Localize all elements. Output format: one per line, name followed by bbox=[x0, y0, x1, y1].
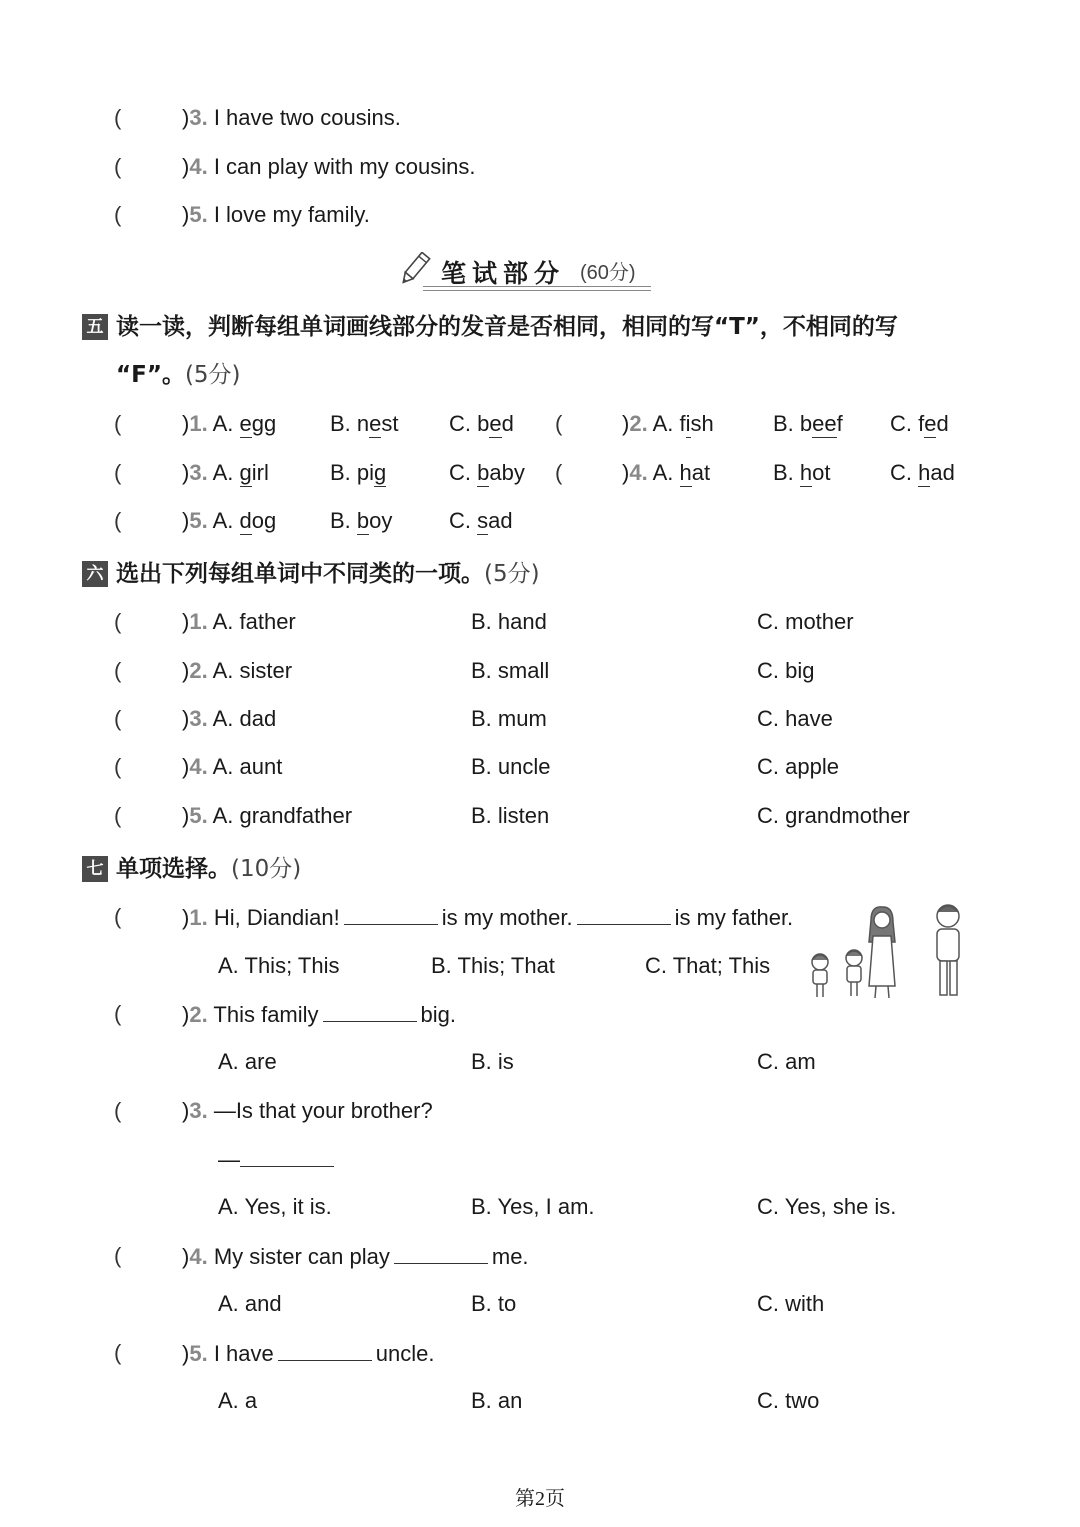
answer-blank[interactable] bbox=[278, 1338, 372, 1361]
question-6-2: )2. A. sister bbox=[182, 658, 293, 683]
section-badge: 五 bbox=[82, 314, 108, 340]
answer-blank[interactable] bbox=[323, 999, 417, 1022]
question-7-2: )2. This family big. bbox=[182, 999, 456, 1030]
option-a: A. Yes, it is. bbox=[218, 1194, 332, 1219]
answer-paren-open: ( bbox=[114, 754, 122, 779]
written-part-score: (60分) bbox=[580, 262, 636, 284]
option-a: A. and bbox=[218, 1291, 282, 1316]
answer-paren-open: ( bbox=[114, 202, 122, 227]
option-c: C. That; This bbox=[645, 953, 771, 978]
option-a: A. a bbox=[218, 1388, 258, 1413]
question-5-1: )1. A. egg bbox=[182, 411, 277, 436]
answer-paren-open: ( bbox=[114, 411, 122, 436]
answer-paren-open: ( bbox=[114, 706, 122, 731]
option-c: C. mother bbox=[757, 609, 854, 634]
option-c: C. Yes, she is. bbox=[757, 1194, 897, 1219]
section-title: 单项选择。(10分) bbox=[116, 856, 302, 882]
answer-paren-open: ( bbox=[114, 1001, 122, 1026]
listening-item-5: )5. I love my family. bbox=[182, 202, 370, 227]
option-c: C. with bbox=[757, 1291, 825, 1316]
response-line: — bbox=[218, 1144, 338, 1175]
option-c: C. fed bbox=[890, 411, 949, 436]
option-b: B. hand bbox=[471, 609, 547, 634]
option-c: C. bed bbox=[449, 411, 514, 436]
section-badge: 六 bbox=[82, 561, 108, 587]
answer-paren-open: ( bbox=[114, 1243, 122, 1268]
option-c: C. sad bbox=[449, 508, 513, 533]
option-a: A. This; This bbox=[218, 953, 340, 978]
answer-blank[interactable] bbox=[577, 902, 671, 925]
answer-blank[interactable] bbox=[344, 902, 438, 925]
section-badge: 七 bbox=[82, 856, 108, 882]
listening-item-3: )3. I have two cousins. bbox=[182, 105, 401, 130]
option-c: C. two bbox=[757, 1388, 820, 1413]
question-6-1: )1. A. father bbox=[182, 609, 296, 634]
question-6-5: )5. A. grandfather bbox=[182, 803, 353, 828]
listening-item-4: )4. I can play with my cousins. bbox=[182, 154, 476, 179]
option-b: B. Yes, I am. bbox=[471, 1194, 595, 1219]
pencil-icon bbox=[395, 252, 435, 288]
answer-paren-open: ( bbox=[555, 411, 563, 436]
option-c: C. baby bbox=[449, 460, 525, 485]
question-7-3: )3. —Is that your brother? bbox=[182, 1098, 433, 1123]
answer-paren-open: ( bbox=[114, 904, 122, 929]
heading-underline bbox=[423, 286, 651, 287]
option-b: B. an bbox=[471, 1388, 523, 1413]
option-b: B. is bbox=[471, 1049, 514, 1074]
answer-paren-open: ( bbox=[114, 508, 122, 533]
question-6-4: )4. A. aunt bbox=[182, 754, 283, 779]
section-title-cont: “F”。(5分) bbox=[116, 362, 241, 388]
option-b: B. This; That bbox=[431, 953, 555, 978]
option-b: B. listen bbox=[471, 803, 550, 828]
option-b: B. mum bbox=[471, 706, 547, 731]
option-a: A. are bbox=[218, 1049, 277, 1074]
option-b: B. uncle bbox=[471, 754, 551, 779]
option-b: B. pig bbox=[330, 460, 387, 485]
question-5-5: )5. A. dog bbox=[182, 508, 277, 533]
option-b: B. hot bbox=[773, 460, 831, 485]
family-illustration bbox=[805, 898, 975, 1004]
answer-blank[interactable] bbox=[240, 1144, 334, 1167]
answer-paren-open: ( bbox=[114, 105, 122, 130]
option-b: B. boy bbox=[330, 508, 393, 533]
question-7-4: )4. My sister can play me. bbox=[182, 1241, 529, 1272]
option-c: C. big bbox=[757, 658, 815, 683]
answer-paren-open: ( bbox=[114, 154, 122, 179]
question-5-4: )4. A. hat bbox=[622, 460, 711, 485]
option-c: C. have bbox=[757, 706, 833, 731]
written-part-title: 笔试部分 bbox=[441, 259, 566, 288]
answer-paren-open: ( bbox=[114, 658, 122, 683]
answer-paren-open: ( bbox=[114, 1340, 122, 1365]
answer-blank[interactable] bbox=[394, 1241, 488, 1264]
question-5-2: )2. A. fish bbox=[622, 411, 714, 436]
answer-paren-open: ( bbox=[114, 1098, 122, 1123]
heading-underline bbox=[423, 290, 651, 291]
section-title: 选出下列每组单词中不同类的一项。(5分) bbox=[116, 561, 540, 587]
answer-paren-open: ( bbox=[114, 460, 122, 485]
answer-paren-open: ( bbox=[114, 803, 122, 828]
question-5-3: )3. A. girl bbox=[182, 460, 269, 485]
option-c: C. apple bbox=[757, 754, 839, 779]
option-b: B. to bbox=[471, 1291, 517, 1316]
option-c: C. had bbox=[890, 460, 955, 485]
question-7-5: )5. I have uncle. bbox=[182, 1338, 434, 1369]
question-7-1: )1. Hi, Diandian! is my mother. is my father. bbox=[182, 902, 793, 933]
option-b: B. small bbox=[471, 658, 550, 683]
section-title: 读一读，判断每组单词画线部分的发音是否相同，相同的写“T”，不相同的写 bbox=[116, 314, 898, 340]
option-c: C. grandmother bbox=[757, 803, 910, 828]
question-6-3: )3. A. dad bbox=[182, 706, 277, 731]
option-b: B. beef bbox=[773, 411, 843, 436]
answer-paren-open: ( bbox=[114, 609, 122, 634]
option-b: B. nest bbox=[330, 411, 399, 436]
option-c: C. am bbox=[757, 1049, 816, 1074]
answer-paren-open: ( bbox=[555, 460, 563, 485]
page-number: 第2页 bbox=[515, 1488, 565, 1510]
